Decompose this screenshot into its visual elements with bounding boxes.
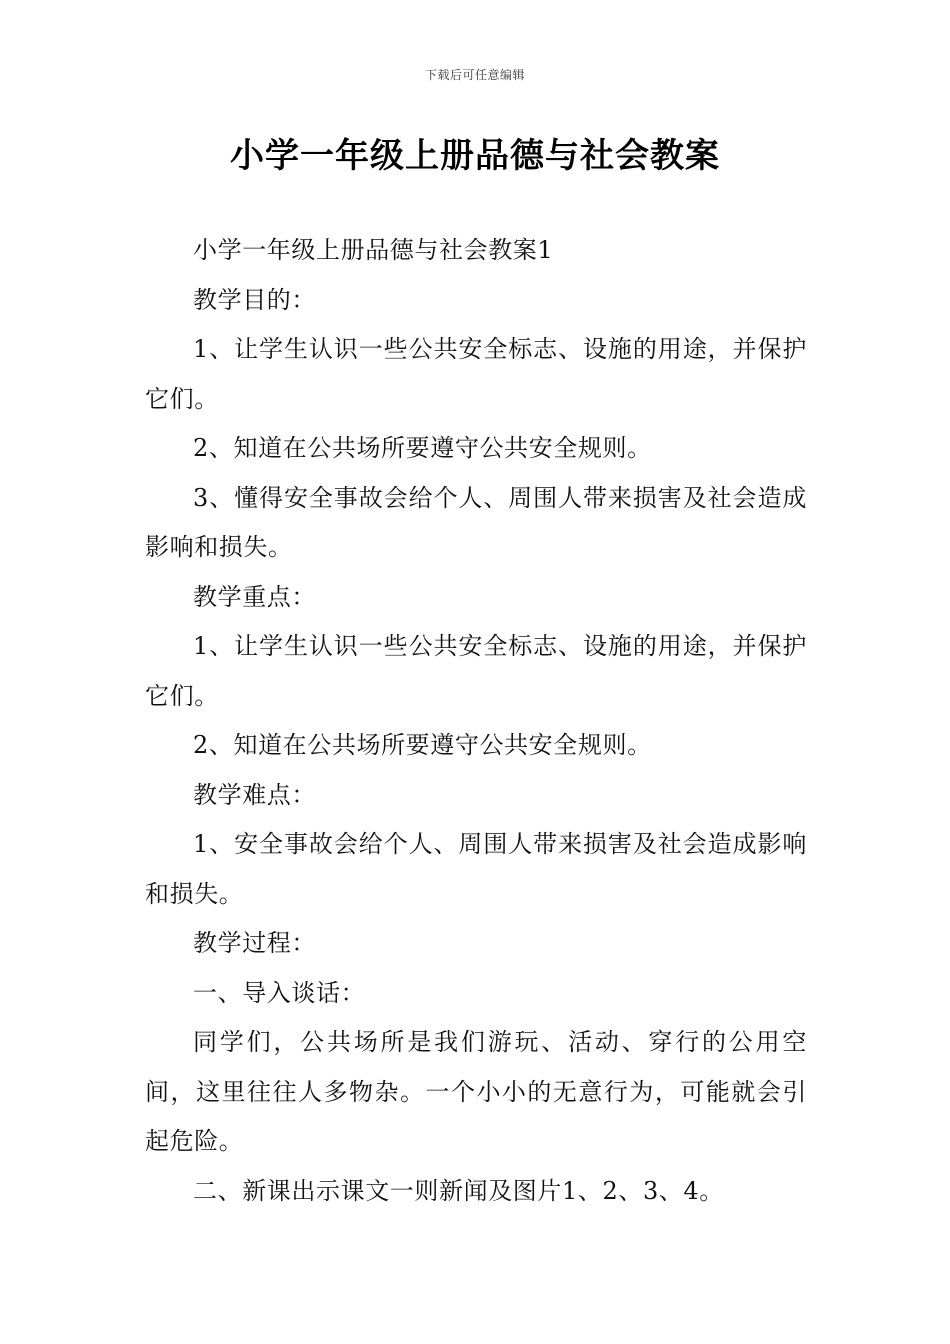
key-point-item-1: 1、让学生认识一些公共安全标志、设施的用途，并保护它们。 (145, 632, 807, 710)
header-note: 下载后可任意编辑 (424, 68, 525, 82)
difficulty-item-1: 1、安全事故会给个人、周围人带来损害及社会造成影响和损失。 (145, 830, 807, 908)
process-step-1-text: 同学们，公共场所是我们游玩、活动、穿行的公用空间，这里往往人多物杂。一个小小的无意行为，可能就会引起危险。 (145, 1028, 807, 1155)
document-title: 小学一年级上册品德与社会教案 (230, 136, 720, 176)
section-subtitle: 小学一年级上册品德与社会教案1 (193, 236, 554, 264)
heading-difficulties: 教学难点： (193, 780, 316, 809)
key-point-item-2: 2、知道在公共场所要遵守公共安全规则。 (193, 731, 652, 759)
process-step-1-heading: 一、导入谈话： (193, 978, 366, 1007)
goal-item-3: 3、懂得安全事故会给个人、周围人带来损害及社会造成影响和损失。 (145, 483, 807, 561)
goal-item-2: 2、知道在公共场所要遵守公共安全规则。 (193, 434, 652, 462)
document-body (145, 226, 807, 1216)
goal-item-1: 1、让学生认识一些公共安全标志、设施的用途，并保护它们。 (145, 335, 807, 413)
heading-teaching-process: 教学过程： (193, 929, 316, 957)
process-step-2-heading: 二、新课出示课文一则新闻及图片1、2、3、4。 (193, 1176, 724, 1205)
heading-teaching-goals: 教学目的： (193, 285, 316, 314)
heading-key-points: 教学重点： (193, 582, 316, 611)
